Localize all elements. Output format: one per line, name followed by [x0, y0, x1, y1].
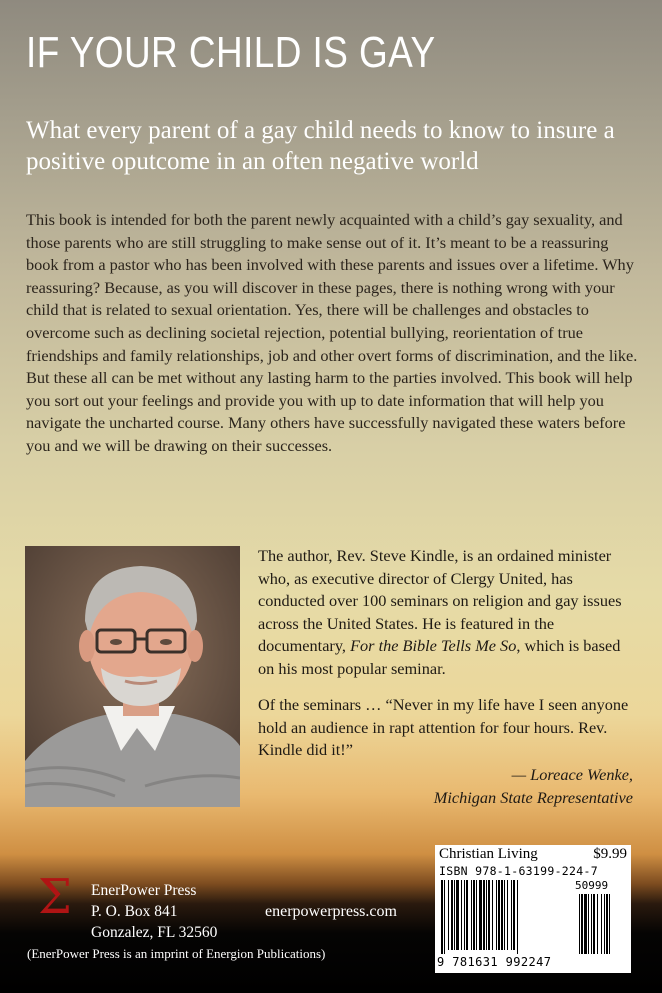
publisher-name: EnerPower Press — [91, 882, 197, 899]
publisher-imprint-note: (EnerPower Press is an imprint of Energion Publications) — [27, 946, 326, 961]
endorsement-quote: Of the seminars … “Never in my life have I seen anyone hold an audience in rapt attention for four hours. Rev. Kindle did it!” — [258, 695, 629, 760]
price-code: 50999 — [575, 879, 609, 892]
book-description: This book is intended for both the parent newly acquainted with a child’s gay sexuality, and those parents who are still struggling to make sense out of it. It’s meant to be a reassuring book from a pastor who has been involved with these parents and issues over a lifetime. Why reassuring? Because, as you will discover in these pages, there is nothing wrong with your child that is related to sexual orientation. Yes, there will be challenges and obstacles to overcome such as declining societal rejection, potential bullying, reorientation of true friendships and family relationships, job and other overt forms of discrimination, and the like. But these all can be met without any lasting harm to the parties involved. This book will help you sort out your feelings and provide you with up to date information that will help you navigate the uncharted course. Many others have successfully navigated these waters before you and we will be drawing on their successes. — [26, 210, 638, 455]
author-portrait-illustration — [25, 546, 240, 807]
publisher-website: enerpowerpress.com — [265, 903, 397, 920]
isbn-number: ISBN 978-1-63199-224-7 — [439, 864, 598, 878]
author-bio — [258, 545, 638, 681]
author-bio-paragraph — [258, 545, 638, 681]
author-bio-intro: The author, Rev. Steve Kindle, is an ordained minister who, as executive director of Clergy United, has conducted over 100 seminars on religion and gay issues across the United States. He is featured in the documentary, — [258, 546, 622, 656]
author-bio-outro: , which is based on his most popular seminar. — [258, 636, 621, 678]
barcode-panel — [435, 845, 631, 973]
publisher-info — [91, 880, 217, 943]
attribution-title: Michigan State Representative — [433, 787, 633, 807]
publisher-address-line1: P. O. Box 841 — [91, 903, 178, 920]
attribution-name: — Loreace Wenke, — [511, 765, 633, 784]
sigma-logo-icon: Σ — [38, 869, 72, 925]
book-title: IF YOUR CHILD IS GAY — [26, 28, 436, 77]
documentary-title: For the Bible Tells Me So — [350, 636, 517, 656]
barcode-digits: 9 781631 992247 — [437, 955, 552, 969]
book-price: $9.99 — [593, 846, 627, 862]
endorsement-attribution — [258, 764, 633, 809]
book-subtitle: What every parent of a gay child needs to know to insure a positive oputcome in an often negative world — [26, 117, 615, 175]
author-photo — [25, 546, 240, 807]
book-category: Christian Living — [439, 846, 538, 862]
publisher-address-line2: Gonzalez, FL 32560 — [91, 924, 218, 941]
